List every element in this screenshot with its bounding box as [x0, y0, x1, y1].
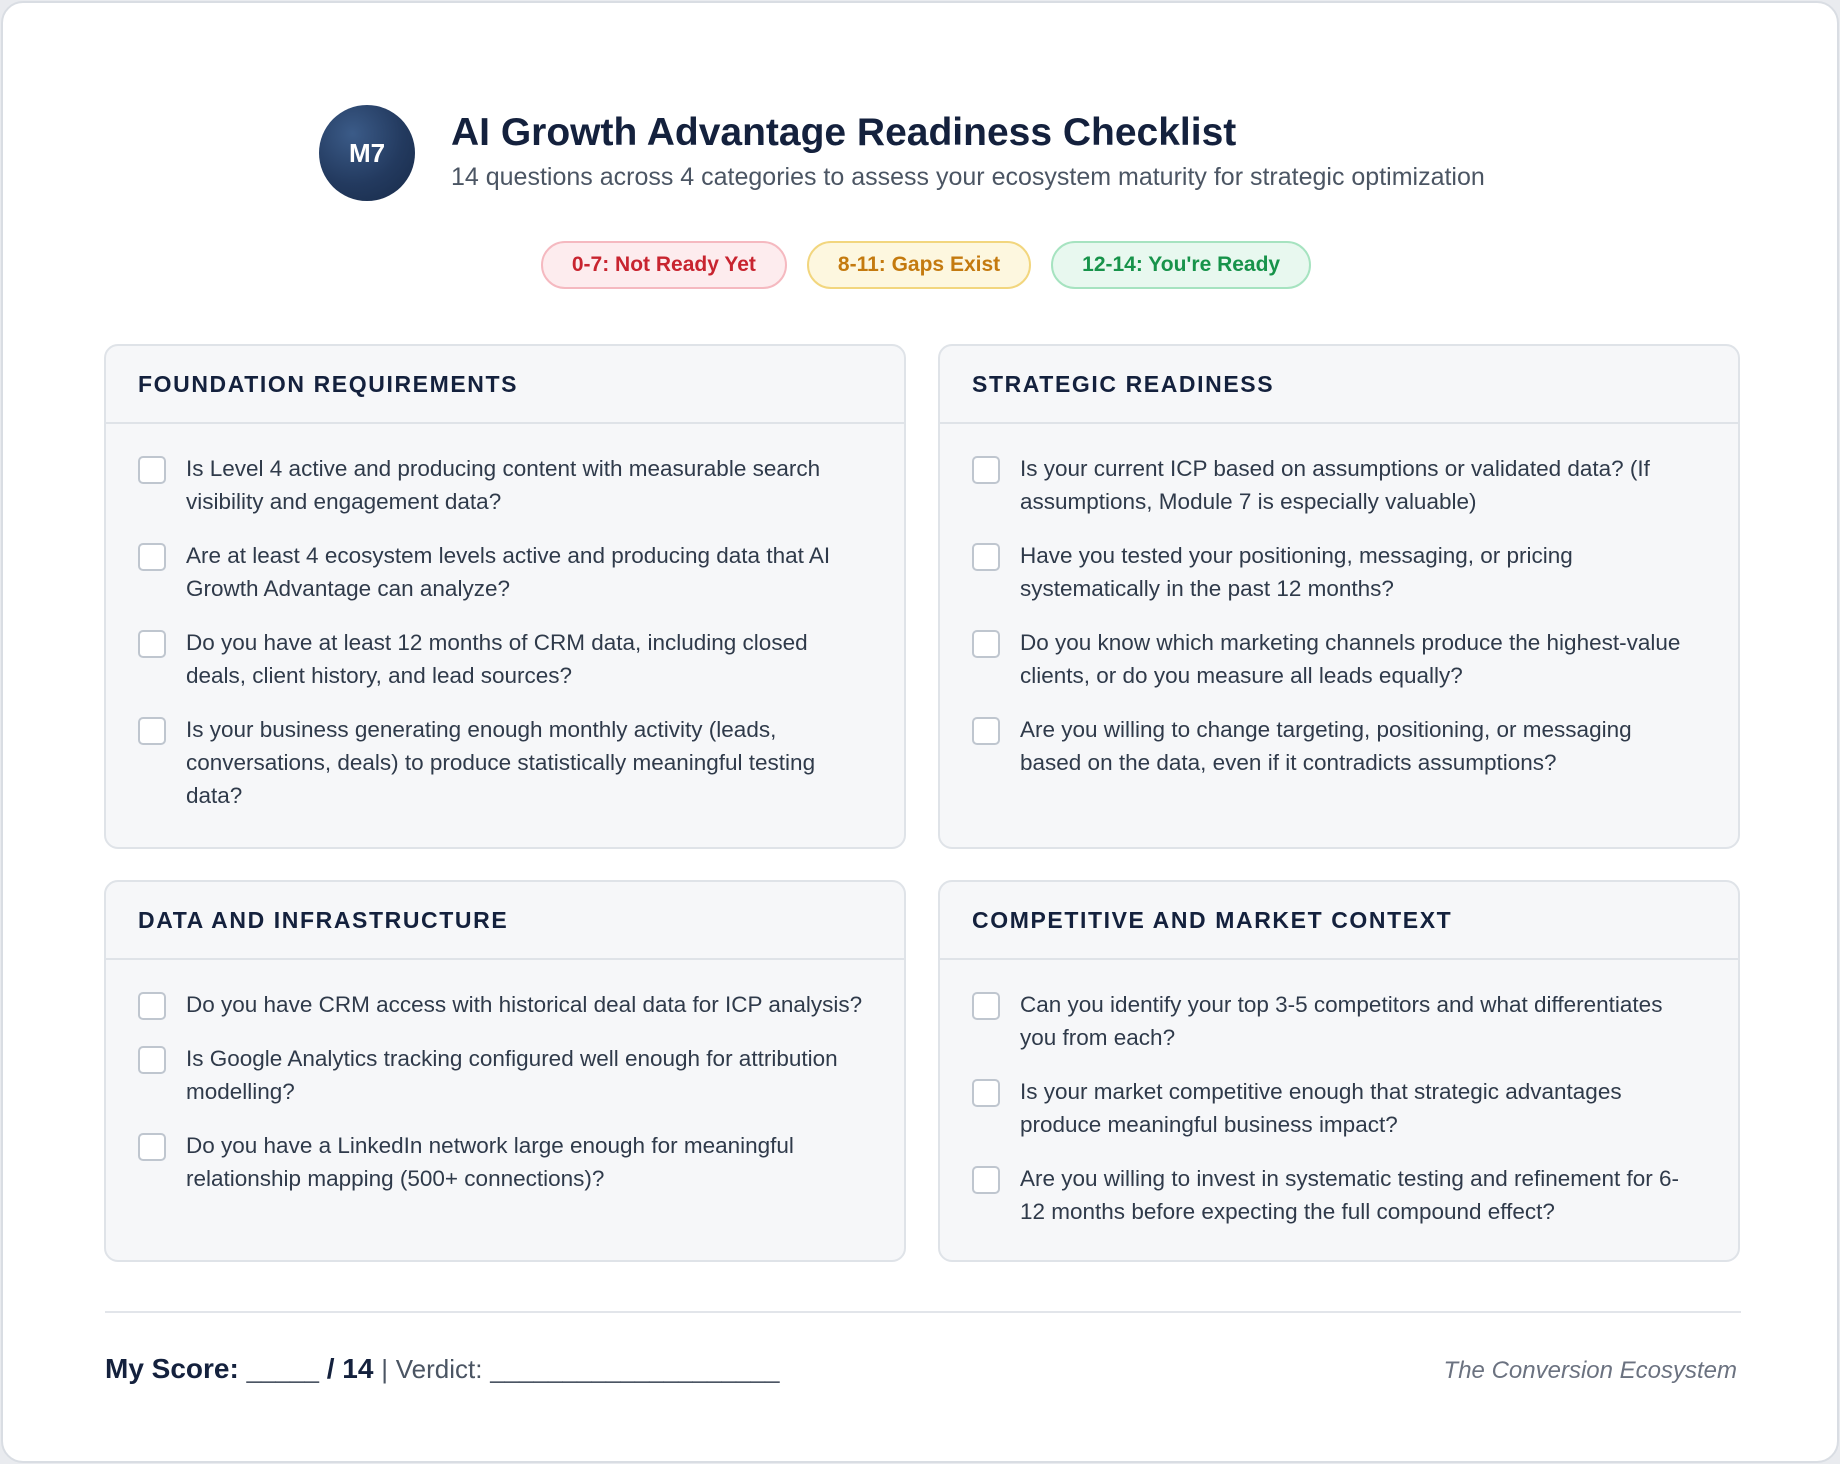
card-title: COMPETITIVE AND MARKET CONTEXT	[972, 906, 1453, 933]
range-not-ready: 0-7: Not Ready Yet	[541, 241, 787, 289]
card-foundation-requirements	[104, 344, 906, 849]
question-text: Is Google Analytics tracking configured well enough for attribution modelling?	[186, 1046, 838, 1104]
card-strategic-readiness	[938, 344, 1740, 849]
question-text: Can you identify your top 3-5 competitors and what differentiates you from each?	[1020, 992, 1663, 1050]
question-text: Have you tested your positioning, messaging, or pricing systematically in the past 12 months?	[1020, 543, 1573, 601]
checkbox[interactable]	[138, 1046, 166, 1074]
card-header	[106, 346, 904, 424]
module-badge: M7	[319, 105, 415, 201]
checkbox[interactable]	[972, 1079, 1000, 1107]
checklist-item	[138, 988, 864, 1021]
verdict-blank[interactable]: ____________________	[490, 1354, 780, 1384]
page-title: AI Growth Advantage Readiness Checklist	[451, 111, 1237, 154]
card-data-infrastructure	[104, 880, 906, 1262]
question-text: Are you willing to invest in systematic testing and refinement for 6-12 months before expecting the full compound effect?	[1020, 1166, 1680, 1224]
brand-name: The Conversion Ecosystem	[1443, 1357, 1737, 1384]
checklist-item	[972, 626, 1698, 692]
card-title: FOUNDATION REQUIREMENTS	[138, 370, 519, 397]
checkbox[interactable]	[138, 543, 166, 571]
question-text: Is your market competitive enough that strategic advantages produce meaningful business impact?	[1020, 1079, 1622, 1137]
checklist-item	[138, 1042, 864, 1108]
checklist-item	[972, 539, 1698, 605]
checkbox[interactable]	[138, 456, 166, 484]
verdict-label: Verdict:	[395, 1354, 483, 1384]
score-total: / 14	[326, 1353, 374, 1384]
checkbox[interactable]	[972, 543, 1000, 571]
checklist-page	[1, 1, 1839, 1463]
checklist-item	[972, 988, 1698, 1054]
score-blank[interactable]: _____	[246, 1354, 319, 1384]
checkbox[interactable]	[138, 717, 166, 745]
checklist-item	[138, 626, 864, 692]
question-text: Is your current ICP based on assumptions or validated data? (If assumptions, Module 7 is especially valuable)	[1020, 456, 1650, 514]
checkbox[interactable]	[972, 1166, 1000, 1194]
range-gaps-exist: 8-11: Gaps Exist	[807, 241, 1031, 289]
question-text: Are you willing to change targeting, positioning, or messaging based on the data, even if it contradicts assumptions?	[1020, 717, 1632, 775]
question-text: Do you know which marketing channels produce the highest-value clients, or do you measure all leads equally?	[1020, 630, 1681, 688]
checkbox[interactable]	[972, 717, 1000, 745]
card-header	[940, 346, 1738, 424]
checkbox[interactable]	[138, 1133, 166, 1161]
checkbox[interactable]	[972, 992, 1000, 1020]
question-text: Are at least 4 ecosystem levels active and producing data that AI Growth Advantage can analyze?	[186, 543, 831, 601]
checklist	[940, 960, 1738, 1228]
footer-divider	[105, 1311, 1741, 1313]
checkbox[interactable]	[138, 992, 166, 1020]
checklist-item	[972, 1075, 1698, 1141]
checklist	[940, 424, 1738, 779]
question-text: Is Level 4 active and producing content with measurable search visibility and engagement data?	[186, 456, 821, 514]
card-title: DATA AND INFRASTRUCTURE	[138, 906, 509, 933]
question-text: Do you have CRM access with historical deal data for ICP analysis?	[186, 992, 863, 1017]
range-ready: 12-14: You're Ready	[1051, 241, 1311, 289]
checklist-item	[972, 452, 1698, 518]
card-competitive-market	[938, 880, 1740, 1262]
card-header	[106, 882, 904, 960]
checklist	[106, 960, 904, 1195]
question-text: Do you have at least 12 months of CRM data, including closed deals, client history, and lead sources?	[186, 630, 808, 688]
card-header	[940, 882, 1738, 960]
question-text: Is your business generating enough monthly activity (leads, conversations, deals) to produce statistically meaningful testing data?	[186, 717, 816, 808]
checklist-item	[138, 1129, 864, 1195]
checkbox[interactable]	[972, 630, 1000, 658]
checkbox[interactable]	[972, 456, 1000, 484]
checklist-item	[138, 452, 864, 518]
checklist-item	[138, 539, 864, 605]
checklist-item	[972, 1162, 1698, 1228]
checklist-item	[972, 713, 1698, 779]
card-title: STRATEGIC READINESS	[972, 370, 1275, 397]
page-subtitle: 14 questions across 4 categories to assess your ecosystem maturity for strategic optimization	[451, 163, 1485, 191]
score-label: My Score:	[105, 1353, 239, 1384]
score-ranges	[3, 241, 1840, 289]
checklist	[106, 424, 904, 812]
checkbox[interactable]	[138, 630, 166, 658]
header	[319, 105, 1619, 201]
score-line	[105, 1353, 779, 1385]
checklist-item	[138, 713, 864, 812]
question-text: Do you have a LinkedIn network large enough for meaningful relationship mapping (500+ connections)?	[186, 1133, 794, 1191]
score-separator: |	[381, 1354, 388, 1384]
